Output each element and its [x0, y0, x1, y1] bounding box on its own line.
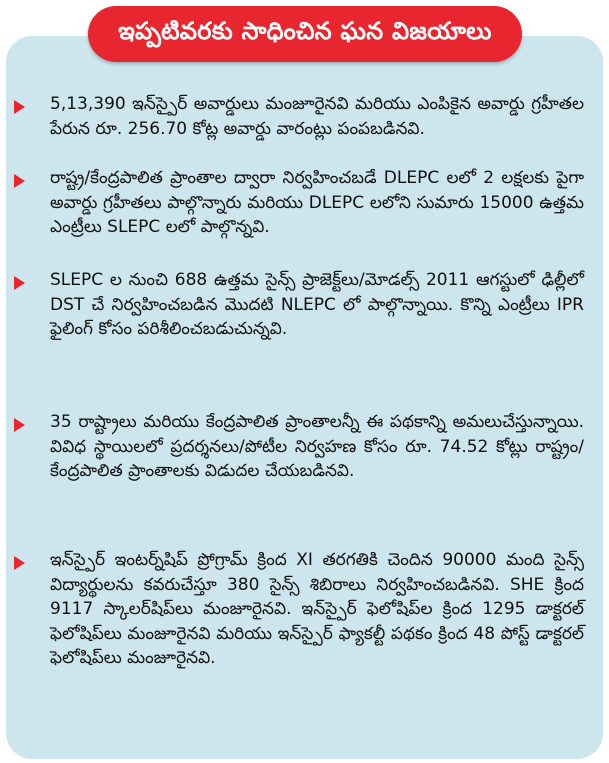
- triangle-bullet-icon: [14, 418, 25, 432]
- triangle-bullet-icon: [14, 100, 25, 114]
- list-item: [14, 92, 584, 141]
- list-item-text: ఇన్‌స్పైర్ ఇంటర్న్‌షిప్ ప్రోగ్రామ్ క్రింద XI తరగతికి చెందిన 90000 మంది సైన్స్ విద్యార్థులను కవరుచేస్తూ 380 సైన్స్ శిబిరాలు నిర్వహించబడినవి. SHE క్రింద 9117 స్కాలర్‌షిప్‌లు మంజూరైనవి. ఇన్‌స్పైర్ ఫెలోషిప్‌ల క్రింద 1295 డాక్టరల్ ఫెలోషిప్‌లు మంజూరైనవి మరియు ఇన్‌స్పైర్ ఫ్యాకల్టీ పథకం క్రింద 48 పోస్ట్ డాక్టరల్ ఫెలోషిప్‌లు మంజూరైనవి.: [50, 550, 584, 668]
- list-item: [14, 548, 584, 671]
- list-item: [14, 166, 584, 240]
- list-item-text: SLEPC ల నుంచి 688 ఉత్తమ సైన్స్ ప్రాజెక్ట్‌లు/మోడల్స్ 2011 ఆగస్టులో ఢిల్లీలో DST చే నిర్వహించబడిన మొదటి NLEPC లో పాల్గొన్నాయి. కొన్ని ఎంట్రీలు IPR ఫైలింగ్ కోసం పరిశీలించబడుచున్నవి.: [50, 270, 584, 339]
- list-item: [14, 268, 584, 342]
- page-title: ఇప్పటివరకు సాధించిన ఘన విజయాలు: [118, 17, 492, 45]
- list-item-text: 5,13,390 ఇన్‌స్పైర్ అవార్డులు మంజూరైనవి మరియు ఎంపికైన అవార్డు గ్రహీతల పేరున రూ. 256.70 కోట్ల అవార్డు వారంట్లు పంపబడినవి.: [50, 94, 584, 139]
- triangle-bullet-icon: [14, 276, 25, 290]
- list-item: [14, 410, 584, 484]
- title-banner: [88, 6, 522, 62]
- list-item-text: రాష్ట్ర/కేంద్రపాలిత ప్రాంతాల ద్వారా నిర్వహించబడే DLEPC లలో 2 లక్షలకు పైగా అవార్డు గ్రహీతలు పాల్గొన్నారు మరియు DLEPC లలోని సుమారు 15000 ఉత్తమ ఎంట్రీలు SLEPC లలో పాల్గొన్నవి.: [50, 168, 584, 237]
- triangle-bullet-icon: [14, 556, 25, 570]
- list-item-text: 35 రాష్ట్రాలు మరియు కేంద్రపాలిత ప్రాంతాలన్నీ ఈ పథకాన్ని అమలుచేస్తున్నాయి. వివిధ స్థాయిలలో ప్రదర్శనలు/పోటీల నిర్వహణ కోసం రూ. 74.52 కోట్లు రాష్ట్రం/కేంద్రపాలిత ప్రాంతాలకు విడుదల చేయబడినవి.: [50, 412, 584, 481]
- triangle-bullet-icon: [14, 174, 25, 188]
